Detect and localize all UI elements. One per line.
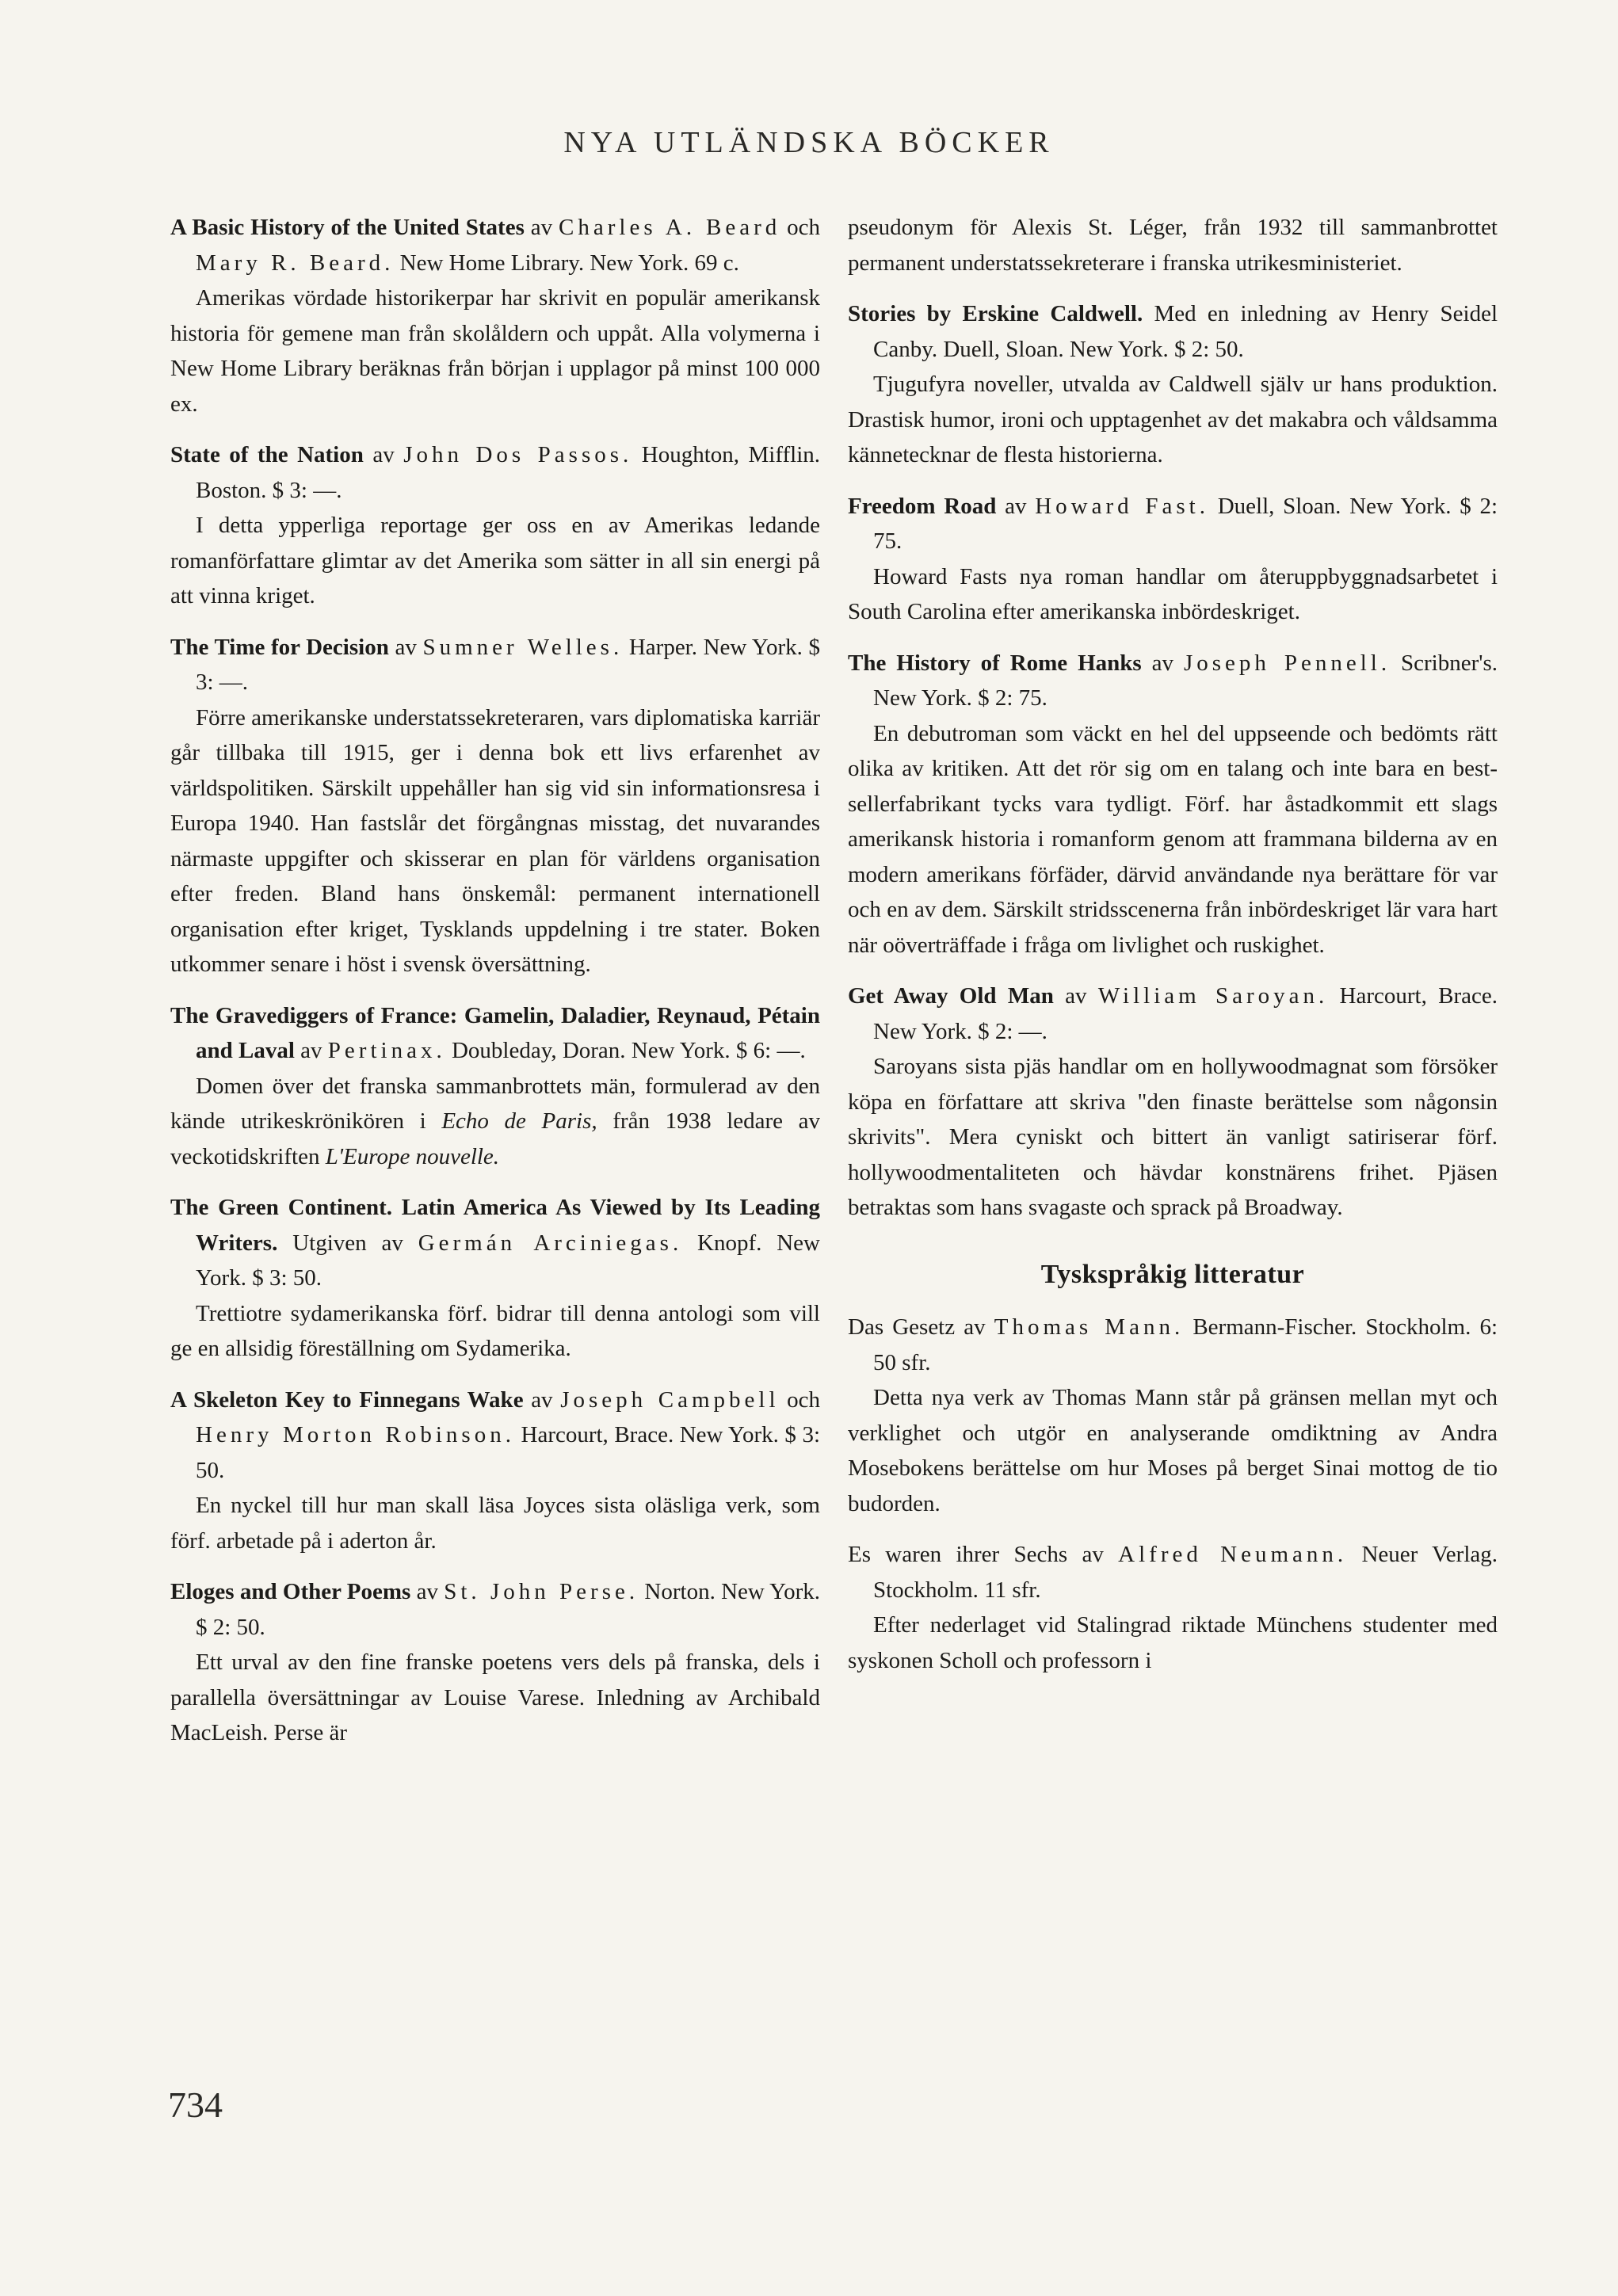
entry-heading <box>170 630 820 700</box>
book-entry <box>170 437 820 614</box>
book-entry <box>848 296 1498 473</box>
author-name: Joseph Pennell. <box>1183 650 1391 676</box>
book-description: Förre amerikanske understatssekreteraren, vars diplomatiska karriär går tillbaka till 1915, ger i denna bok ett livs erfarenhet av världspolitiken. Särskilt uppehåller han sig vid sin informationsresa i Europa 1940. Han fastslår det förgångnas misstag, det nuvarandes närmaste uppgifter och skisserar en plan för världens organisation efter freden. Bland hans önskemål: permanent internationell organisation efter kriget, Tysklands uppdelning i tre stater. Boken utkommer senare i höst i svensk översättning. <box>170 704 820 977</box>
book-title: Get Away Old Man <box>848 983 1054 1009</box>
publisher-info: Harcourt, Brace. New York. $ 3: 50. <box>196 1422 820 1483</box>
book-title: The History of Rome Hanks <box>848 650 1142 676</box>
entry-heading <box>170 210 820 280</box>
author-joiner: och <box>787 1386 821 1413</box>
publisher-info: Scribner's. New York. $ 2: 75. <box>873 650 1498 711</box>
publisher-info: Harcourt, Brace. New York. $ 2: —. <box>873 983 1498 1044</box>
book-title: Es waren ihrer Sechs <box>848 1542 1068 1567</box>
publication-name: Echo de Paris, <box>441 1108 597 1134</box>
book-description: Amerikas vördade historikerpar har skrivit en populär amerikansk historia för gemene man från skolåldern och uppåt. Alla volymerna i New Home Library beräknas från början i upplagor på minst 100 000 ex. <box>170 285 820 417</box>
publisher-info: Knopf. New York. $ 3: 50. <box>196 1230 820 1291</box>
description-text: från 1938 ledare av veckotidskriften <box>170 1108 821 1169</box>
author-prefix: av <box>530 215 553 240</box>
book-entry <box>170 210 820 421</box>
description-text: Domen över det franska sammanbrottets män, formulerad av den kände utrikeskrönikören i <box>170 1073 820 1134</box>
book-entry <box>848 978 1498 1226</box>
book-entry <box>848 489 1498 630</box>
book-description: Tjugufyra noveller, utvalda av Caldwell själv ur hans produktion. Drastisk humor, ironi och upptagenhet av det makabra och våldsamma kännetecknar de flesta historierna. <box>848 372 1498 467</box>
page-number: 734 <box>168 2084 223 2125</box>
entry-heading <box>848 1310 1498 1380</box>
entry-heading <box>170 1383 820 1489</box>
section-heading: Tyskspråkig litteratur <box>1040 1259 1305 1289</box>
publication-name: L'Europe nouvelle. <box>325 1143 500 1169</box>
author-joiner: och <box>787 215 820 240</box>
book-title: The Green Continent. Latin America As Viewed by Its Leading Writers. <box>170 1195 820 1256</box>
publisher-info: Neuer Verlag. Stockholm. 11 sfr. <box>873 1542 1498 1603</box>
author-name-2: Henry Morton Robinson. <box>196 1422 515 1447</box>
entry-heading <box>170 1190 820 1296</box>
author-prefix: av <box>372 442 395 467</box>
publisher-info: Duell, Sloan. New York. $ 2: 75. <box>873 493 1498 554</box>
author-name: Sumner Welles. <box>422 634 624 660</box>
book-entry <box>170 1190 820 1367</box>
book-title: Eloges and Other Poems <box>170 1579 411 1604</box>
entry-heading <box>848 646 1498 716</box>
book-entry <box>848 1537 1498 1678</box>
book-entry <box>848 1310 1498 1521</box>
author-prefix: av <box>1082 1542 1104 1567</box>
author-name: Charles A. Beard <box>559 215 781 240</box>
author-prefix: av <box>964 1314 986 1340</box>
author-prefix: av <box>300 1038 322 1063</box>
book-description: I detta ypperliga reportage ger oss en av Amerikas ledande romanförfattare glimtar av det Amerika som sätter in all sin energi på att vinna kriget. <box>170 513 820 608</box>
author-name: Pertinax. <box>327 1038 446 1063</box>
book-title: Freedom Road <box>848 493 997 519</box>
entry-heading <box>170 437 820 508</box>
author-name: Erskine Caldwell. <box>962 301 1143 326</box>
publisher-info: Doubleday, Doran. New York. $ 6: —. <box>451 1038 806 1063</box>
book-description: Detta nya verk av Thomas Mann står på gränsen mellan myt och verklighet och utgör en analyserande omdiktning av Andra Mosebokens berättelse om hur Moses på berget Sinai mottog de tio budorden. <box>848 1385 1498 1516</box>
author-prefix: Utgiven av <box>292 1230 403 1256</box>
book-description: Ett urval av den fine franske poetens vers dels på franska, dels i parallella översättningar av Louise Varese. Inledning av Archibald MacLeish. Perse är <box>170 1650 820 1745</box>
publisher-info: New Home Library. New York. 69 c. <box>399 250 739 276</box>
author-prefix: av <box>1151 650 1174 676</box>
publisher-info: Harper. New York. $ 3: —. <box>196 634 820 695</box>
book-entry <box>848 646 1498 963</box>
left-column <box>170 210 820 1767</box>
right-column <box>848 210 1498 1694</box>
book-title: A Basic History of the United States <box>170 215 525 240</box>
author-name: John Dos Passos. <box>403 442 633 467</box>
entry-heading <box>848 296 1498 367</box>
entry-heading <box>848 978 1498 1049</box>
author-name: William Saroyan. <box>1097 983 1329 1009</box>
publisher-info: Houghton, Mifflin. Boston. $ 3: —. <box>196 442 821 503</box>
book-description: En nyckel till hur man skall läsa Joyces sista oläsliga verk, som förf. arbetade på i aderton år. <box>170 1493 820 1554</box>
author-name: Alfred Neumann. <box>1118 1542 1348 1567</box>
author-name: St. John Perse. <box>444 1579 639 1604</box>
author-prefix: by <box>926 301 952 326</box>
author-name-2: Mary R. Beard. <box>196 250 395 276</box>
author-name: Thomas Mann. <box>994 1314 1185 1340</box>
book-entry-continuation <box>848 210 1498 280</box>
publisher-info: Med en inledning av Henry Seidel Canby. Duell, Sloan. New York. $ 2: 50. <box>873 301 1498 362</box>
author-prefix: av <box>1005 493 1027 519</box>
book-title: The Gravediggers of France: Gamelin, Daladier, Reynaud, Pétain and Laval <box>170 1002 820 1063</box>
book-entry <box>170 1383 820 1559</box>
running-head: NYA UTLÄNDSKA BÖCKER <box>563 126 1055 159</box>
book-title: Stories <box>848 301 916 326</box>
publisher-info: Bermann-Fischer. Stockholm. 6: 50 sfr. <box>873 1314 1498 1375</box>
author-name: Howard Fast. <box>1035 493 1209 519</box>
continued-text: pseudonym för Alexis St. Léger, från 1932 till sammanbrottet permanent understatssekreterare i franska utrikesministeriet. <box>848 215 1498 276</box>
book-description: Efter nederlaget vid Stalingrad riktade Münchens studenter med syskonen Scholl och professorn i <box>848 1612 1498 1673</box>
entry-heading <box>170 998 820 1069</box>
entry-heading <box>170 1574 820 1645</box>
publisher-info: Norton. New York. $ 2: 50. <box>196 1579 821 1640</box>
book-title: Das Gesetz <box>848 1314 956 1340</box>
author-prefix: av <box>416 1579 438 1604</box>
author-prefix: av <box>395 634 417 660</box>
book-title: The Time for Decision <box>170 634 389 660</box>
book-description: En debutroman som väckt en hel del uppseende och bedömts rätt olika av kritiken. Att det rör sig om en talang och inte bara en best-sellerfabrikant tycks vara tydligt. Förf. har åstadkommit ett slags amerikansk historia i romanform genom att frammana bilderna av en modern amerikans förfäder, därvid användande nya berättare för var och en av dem. Särskilt stridsscenerna från inbördeskriget lär vara hart när oöverträffade i fråga om livlighet och ruskighet. <box>848 720 1498 958</box>
book-description: Saroyans sista pjäs handlar om en hollywoodmagnat som försöker köpa en författare att skriva "den finaste berättelse som någonsin skrivits". Mera cyniskt och bittert än vanligt satiriserar förf. hollywoodmentaliteten och hävdar konstnärens frihet. Pjäsen betraktas som hans svagaste och sprack på Broadway. <box>848 1054 1498 1220</box>
entry-heading <box>848 1537 1498 1608</box>
book-description: Trettiotre sydamerikanska förf. bidrar till denna antologi som vill ge en allsidig föreställning om Sydamerika. <box>170 1300 820 1361</box>
book-description: Howard Fasts nya roman handlar om återuppbyggnadsarbetet i South Carolina efter amerikanska inbördeskriget. <box>848 563 1498 624</box>
author-prefix: av <box>531 1386 553 1413</box>
author-name: Germán Arciniegas. <box>418 1230 683 1256</box>
book-entry <box>170 1574 820 1751</box>
book-title: State of the Nation <box>170 442 364 467</box>
book-entry <box>170 630 820 982</box>
book-description <box>170 1069 820 1175</box>
book-entry <box>170 998 820 1175</box>
entry-heading <box>848 489 1498 559</box>
book-title: A Skeleton Key to Finnegans Wake <box>170 1386 524 1413</box>
author-prefix: av <box>1065 983 1087 1009</box>
author-name: Joseph Campbell <box>560 1386 780 1413</box>
